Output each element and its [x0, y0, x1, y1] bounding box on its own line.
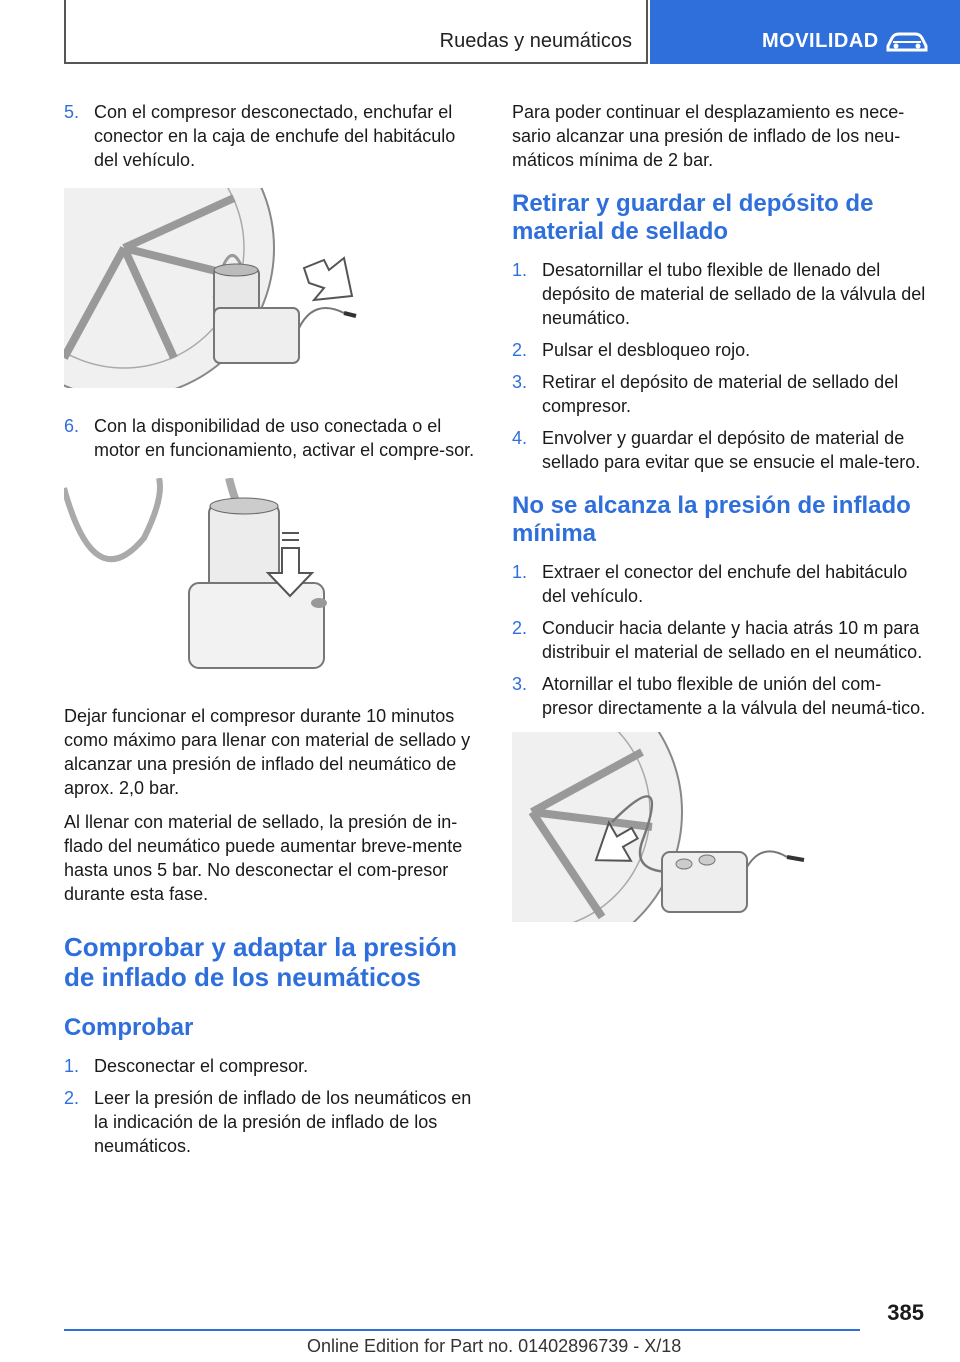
list-item [64, 1054, 480, 1078]
step-6 [64, 414, 480, 462]
step-number: 6. [64, 416, 80, 436]
step-text: Pulsar el desbloqueo rojo. [542, 340, 751, 360]
paragraph: Para poder continuar el desplazamiento es nece-sario alcanzar una presión de inflado de los neu-máticos mínima de 2 bar. [512, 102, 905, 170]
compressor-switch-illustration [64, 478, 480, 678]
chapter-label: MOVILIDAD [762, 30, 879, 52]
list-item [512, 672, 930, 720]
chapter-tab[interactable] [650, 0, 960, 64]
list-item [512, 616, 930, 664]
step-text: Leer la presión de inflado de los neumáticos en la indicación de la presión de inflado de los neumáticos. [94, 1088, 472, 1156]
figure-compressor-plug [64, 188, 480, 388]
step-number: 5. [64, 102, 80, 122]
step-text: Retirar el depósito de material de sellado del compresor. [542, 372, 899, 416]
figure-hose-to-valve [512, 732, 930, 922]
section-heading: Retirar y guardar el depósito de material de sellado [512, 190, 874, 245]
step-text: Con la disponibilidad de uso conectada o el motor en funcionamiento, activar el compre-sor. [94, 416, 475, 460]
left-column [64, 100, 480, 1166]
step-number: 1. [64, 1056, 80, 1076]
step-number: 1. [512, 562, 528, 582]
step-text: Desatornillar el tubo flexible de llenado del depósito de material de sellado de la válvula del neumático. [542, 260, 926, 328]
list-item [512, 560, 930, 608]
figure-compressor-switch [64, 478, 480, 678]
section-title: Ruedas y neumáticos [439, 30, 632, 52]
step-number: 2. [512, 340, 528, 360]
step-number: 1. [512, 260, 528, 280]
section-heading: Comprobar y adaptar la presión de inflado de los neumáticos [64, 932, 457, 992]
edition-note: Online Edition for Part no. 01402896739 - X/18 [307, 1336, 682, 1356]
list-item [512, 426, 930, 474]
paragraph: Al llenar con material de sellado, la presión de in-flado del neumático puede aumentar breve-mente hasta unos 5 bar. No desconectar el com-presor durante esta fase. [64, 812, 463, 904]
step-text: Envolver y guardar el depósito de material de sellado para evitar que se ensucie el male-tero. [542, 428, 921, 472]
page-number: 385 [887, 1300, 924, 1325]
step-number: 2. [64, 1088, 80, 1108]
step-number: 4. [512, 428, 528, 448]
step-number: 3. [512, 674, 528, 694]
list-item [512, 370, 930, 418]
step-text: Conducir hacia delante y hacia atrás 10 m para distribuir el material de sellado en el neumático. [542, 618, 923, 662]
subheading: Comprobar [64, 1014, 194, 1041]
step-number: 3. [512, 372, 528, 392]
step-text: Extraer el conector del enchufe del habitáculo del vehículo. [542, 562, 908, 606]
right-column [512, 100, 930, 948]
hose-valve-illustration [512, 732, 930, 922]
step-text: Con el compresor desconectado, enchufar el conector en la caja de enchufe del habitáculo del vehículo. [94, 102, 456, 170]
step-text: Atornillar el tubo flexible de unión del com-presor directamente a la válvula del neumá-tico. [542, 674, 926, 718]
section-heading: No se alcanza la presión de inflado mínima [512, 492, 911, 547]
header-frame [64, 0, 648, 64]
list-item [64, 1086, 480, 1158]
footer-divider [64, 1329, 860, 1331]
compressor-plug-illustration [64, 188, 480, 388]
list-item [512, 258, 930, 330]
step-number: 2. [512, 618, 528, 638]
list-item [512, 338, 930, 362]
step-5 [64, 100, 480, 172]
car-icon [884, 30, 930, 54]
paragraph: Dejar funcionar el compresor durante 10 minutos como máximo para llenar con material de sellado y alcanzar una presión de inflado del neumático de aprox. 2,0 bar. [64, 706, 471, 798]
step-text: Desconectar el compresor. [94, 1056, 309, 1076]
